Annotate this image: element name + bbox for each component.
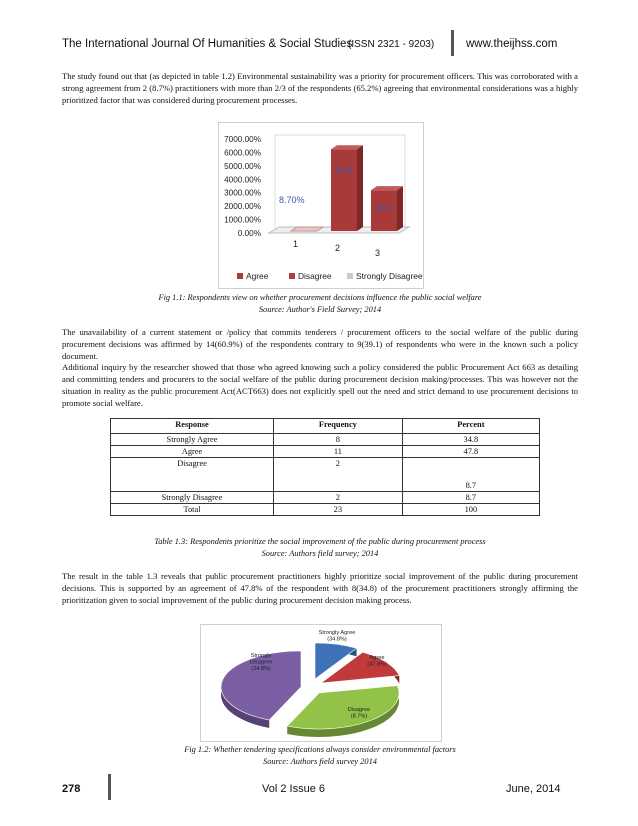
- cell-percent: 34.8: [402, 434, 539, 446]
- pie-slice-label: Agree (47.8%): [367, 655, 387, 668]
- bar: [291, 227, 323, 231]
- figure-1-caption: Fig 1.1: Respondents view on whether procurement decisions influence the public social welfare: [158, 293, 482, 302]
- cell-percent: 100: [402, 504, 539, 516]
- legend-label: Agree: [246, 271, 269, 281]
- y-tick-label: 3000.00%: [224, 188, 261, 198]
- legend-swatch: [289, 273, 295, 279]
- pie-slice-label: Disagree (8.7%): [347, 707, 371, 720]
- x-category-label: 3: [375, 248, 381, 258]
- footer-date: June, 2014: [506, 783, 561, 795]
- table-caption: Table 1.3: Respondents prioritize the social improvement of the public during procurement process: [154, 537, 486, 546]
- cell-response: Agree: [111, 446, 274, 458]
- figure-2-source: Source: Authors field survey 2014: [263, 757, 377, 766]
- x-category-label: 1: [293, 239, 299, 249]
- legend-label: Disagree: [298, 271, 332, 281]
- table-row: [111, 504, 540, 516]
- cell-percent: 47.8: [402, 446, 539, 458]
- legend-swatch: [237, 273, 243, 279]
- legend-swatch: [347, 273, 353, 279]
- footer-issue: Vol 2 Issue 6: [262, 783, 325, 795]
- response-table: [110, 418, 540, 516]
- legend-label: Strongly Disagree: [356, 271, 423, 281]
- header-response: Response: [111, 419, 274, 434]
- pie-slice-label: Strongly Disagree (34.8%): [249, 653, 273, 672]
- pie-chart-figure: [200, 624, 442, 742]
- pie-chart: [201, 625, 441, 741]
- footer-divider: [108, 774, 111, 800]
- bar-side: [357, 145, 363, 231]
- page-number: 278: [62, 783, 81, 795]
- table-source: Source: Authors field survey; 2014: [261, 549, 379, 558]
- bar: [331, 149, 357, 231]
- cell-response: Strongly Agree: [111, 434, 274, 446]
- data-label: 30.4: [375, 203, 393, 213]
- table-row: [111, 492, 540, 504]
- y-tick-label: 1000.00%: [224, 215, 261, 225]
- cell-percent: 8.7: [402, 492, 539, 504]
- issn: (ISSN 2321 - 9203): [348, 39, 435, 50]
- y-tick-label: 5000.00%: [224, 161, 261, 171]
- cell-response: Strongly Disagree: [111, 492, 274, 504]
- cell-percent: 8.7: [402, 458, 539, 492]
- y-tick-label: 2000.00%: [224, 202, 261, 212]
- figure-2-caption: Fig 1.2: Whether tendering specifications always consider environmental factors: [184, 745, 456, 754]
- data-label: 8.70%: [279, 195, 305, 205]
- paragraph-1: The study found out that (as depicted in table 1.2) Environmental sustainability was a priority for procurement officers. This was corroborated with a strong agreement from 2 (8.7%) practitioners with more than 2/3 of the respondents (65.2%) agreeing that environmental considerations was a highly prioritized factor that was considered during procurement processes.: [62, 71, 578, 105]
- journal-title: The International Journal Of Humanities & Social Studies: [62, 38, 353, 50]
- y-tick-label: 4000.00%: [224, 175, 261, 185]
- paragraph-3: Additional inquiry by the researcher showed that those who agreed knowing such a policy considered the public Procurement Act 663 as detailing and committing tenders and procurers to the social welfare of the public during procurement decision making/processes. This was however not the situation in reality as the public procurement Act(ACT663) does not explicitly spell out the need and strict demand to use procurement decisions to promote social welfare.: [62, 362, 578, 408]
- cell-frequency: 11: [274, 446, 403, 458]
- cell-frequency: 2: [274, 458, 403, 492]
- cell-frequency: 8: [274, 434, 403, 446]
- header-frequency: Frequency: [274, 419, 403, 434]
- data-label: 60.9: [335, 165, 353, 175]
- bar-chart-figure: [218, 122, 424, 289]
- paragraph-4: The result in the table 1.3 reveals that public procurement practitioners highly prioritize social improvement of the public during procurement decisions. This is supported by an agreement of 47.8% of the respondent with 8(34.8) of the procurement practitioners strongly affirming the prioritization given to social improvement of the public during procurement decision making process.: [62, 571, 578, 605]
- figure-1-source: Source: Author's Field Survey; 2014: [258, 305, 382, 314]
- header-percent: Percent: [402, 419, 539, 434]
- paragraph-2: The unavailability of a current statement or /policy that commits tenderers / procurement officers to the social welfare of the public during procurement decisions was affirmed by 14(60.9%) of the respondents contrary to 9(39.1) of respondents who were in the known such a policy document.: [62, 327, 578, 361]
- cell-frequency: 2: [274, 492, 403, 504]
- bar-chart: [219, 123, 423, 288]
- cell-response: Disagree: [111, 458, 274, 492]
- table-row: [111, 458, 540, 492]
- table-row: [111, 434, 540, 446]
- table-row: [111, 446, 540, 458]
- cell-response: Total: [111, 504, 274, 516]
- pie-slice-label: Strongly Agree (34.8%): [318, 630, 356, 643]
- bar-side: [397, 186, 403, 231]
- cell-frequency: 23: [274, 504, 403, 516]
- y-tick-label: 6000.00%: [224, 148, 261, 158]
- header-divider: [451, 30, 454, 56]
- journal-website[interactable]: www.theijhss.com: [466, 38, 558, 50]
- x-category-label: 2: [335, 243, 341, 253]
- table-header-row: [111, 419, 540, 434]
- y-tick-label: 7000.00%: [224, 135, 261, 144]
- y-tick-label: 0.00%: [237, 229, 261, 238]
